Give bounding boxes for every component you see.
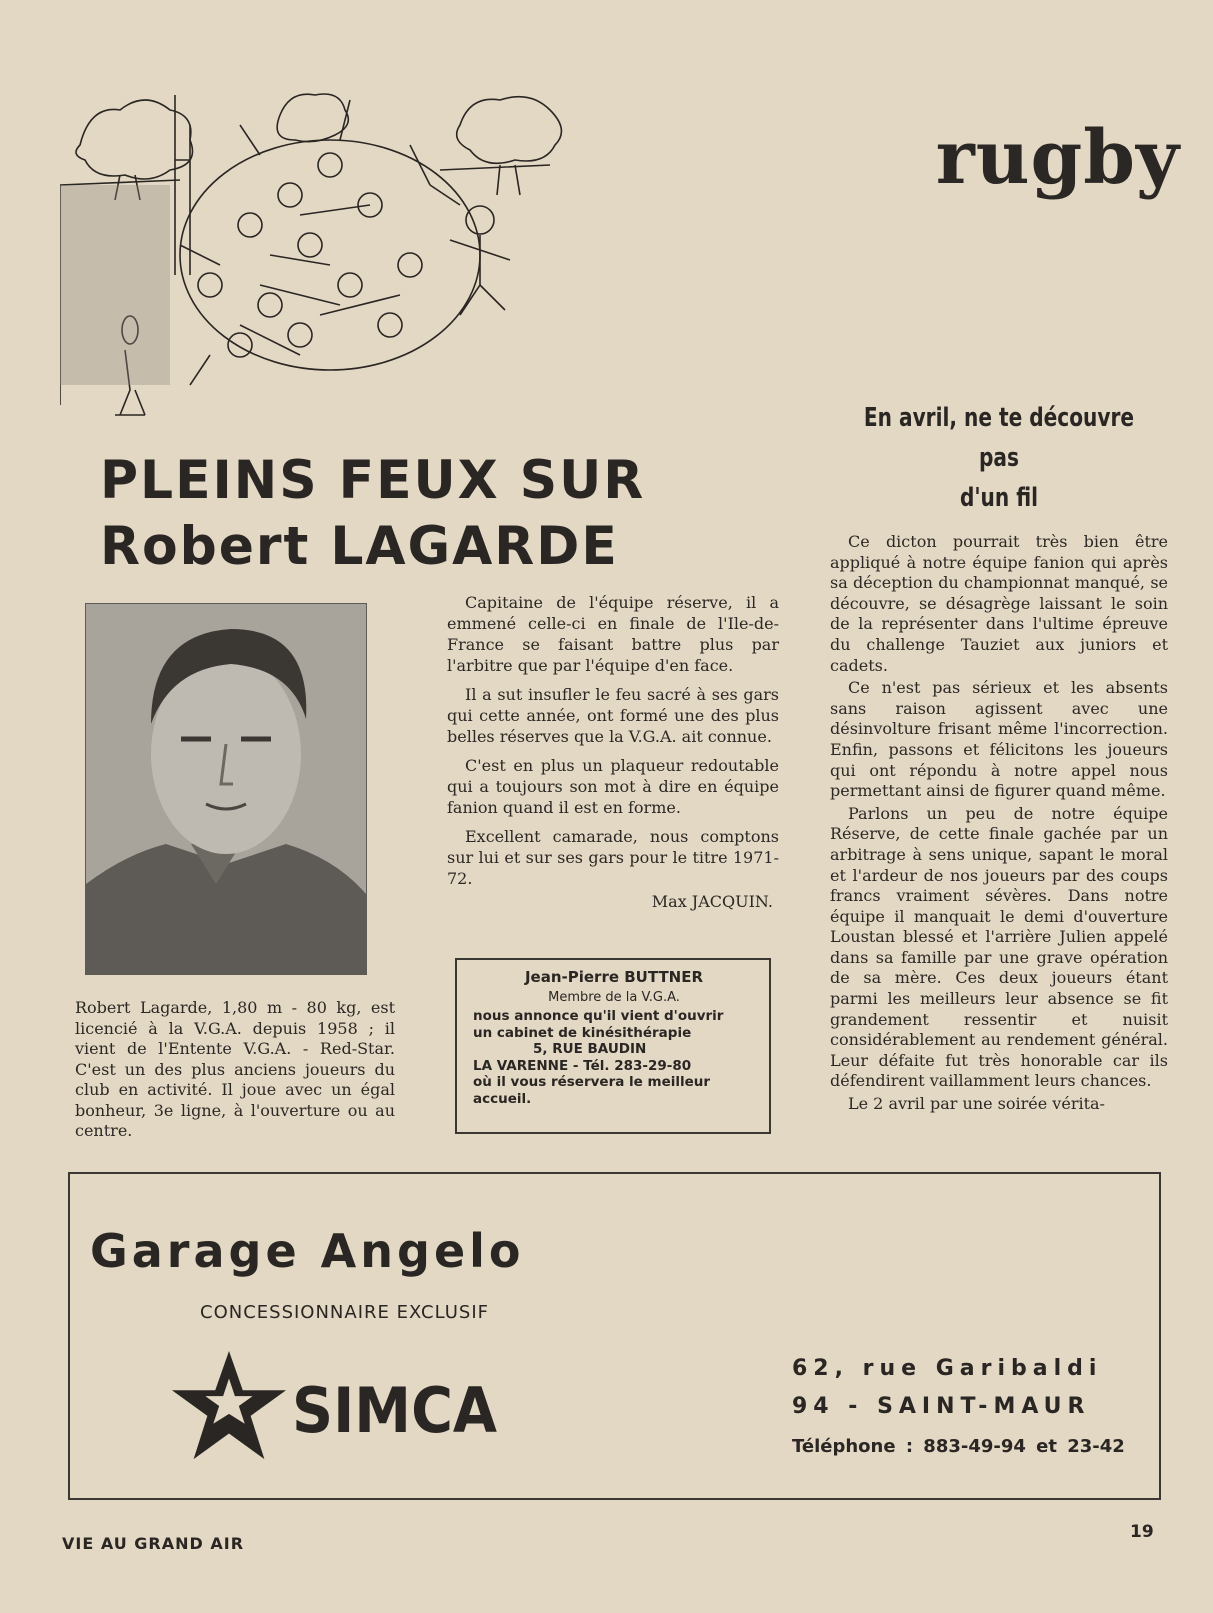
simca-star-logo-icon <box>170 1349 288 1465</box>
magazine-name: VIE AU GRAND AIR <box>62 1534 245 1553</box>
section-title: rugby <box>935 115 1180 201</box>
announcement-line: un cabinet de kinésithérapie <box>473 1024 692 1041</box>
announcement-line: 5, RUE BAUDIN <box>533 1041 647 1057</box>
announcement-line: nous annonce qu'il vient d'ouvrir <box>473 1008 724 1024</box>
article-title <box>854 398 1145 518</box>
author-signature: Max JACQUIN. <box>651 892 773 911</box>
page-number: 19 <box>1130 1522 1154 1542</box>
headline-line2: Robert LAGARDE <box>100 516 619 577</box>
advert-phone: Téléphone : 883-49-94 et 23-42 <box>792 1436 1125 1457</box>
announcement-member: Membre de la V.G.A. <box>548 990 680 1005</box>
article-title-line2: d'un fil <box>959 483 1039 513</box>
article-avril <box>830 398 1168 1117</box>
portrait-photo <box>85 603 367 975</box>
advert-address-city: 94 - SAINT-MAUR <box>792 1394 1091 1419</box>
article-paragraph: Ce dicton pourrait très bien être appliqué à notre équipe fanion qui après sa déception du championnat manqué, se découvre, se désagrège laissant le soin de la représenter dans l'ultime épreuve du challenge Tauziet aux juniors et cadets. <box>830 532 1168 675</box>
article-title-line1: En avril, ne te découvre pas <box>863 403 1135 473</box>
announcement-line: accueil. <box>473 1090 532 1107</box>
article-paragraph: Parlons un peu de notre équipe Réserve, de cette finale gachée par un arbitrage à sens unique, sapant le moral et l'ardeur de nos joueurs par des coups francs vraiment sévères. Dans notre équipe il manquait le demi d'ouverture Loustan blessé et l'arrière Julien appelé dans sa famille par une grave opération de sa mère. Ces deux joueurs étant parmi les meilleurs leur absence se fit grandement ressentir et nuisit considérablement au rendement général. Leur défaite fut très honorable car ils défendirent vaillamment leurs chances. <box>830 803 1168 1091</box>
photo-caption: Robert Lagarde, 1,80 m - 80 kg, est licencié à la V.G.A. depuis 1958 ; il vient de l'Entente V.G.A. - Red-Star. C'est un des plus anciens joueurs du club en activité. Il joue avec un égal bonheur, 3e ligne, à l'ouverture ou au centre. <box>75 998 395 1140</box>
article-paragraph: C'est en plus un plaqueur redoutable qui a toujours son mot à dire en équipe fanion quand il est en forme. <box>447 756 779 817</box>
headline-line1: PLEINS FEUX SUR <box>100 450 646 511</box>
announcement-name: Jean-Pierre BUTTNER <box>524 968 704 986</box>
article-paragraph: Ce n'est pas sérieux et les absents sans raison agissent avec une désinvolture frisant même l'incorrection. Enfin, passons et félicitons les joueurs qui ont répondu à notre appel nous permettant ainsi de figurer quand même. <box>830 678 1168 801</box>
article-paragraph: Capitaine de l'équipe réserve, il a emmené celle-ci en finale de l'Ile-de-France se faisant battre plus par l'arbitre que par l'équipe d'en face. <box>447 593 779 675</box>
announcement-line: LA VARENNE - Tél. 283-29-80 <box>473 1057 692 1074</box>
article-paragraph: Le 2 avril par une soirée vérita- <box>848 1094 1105 1114</box>
article-paragraph: Excellent camarade, nous comptons sur lui et sur ses gars pour le titre 1971-72. <box>447 827 779 888</box>
portrait-image <box>86 604 366 974</box>
advert-name: Garage Angelo <box>90 1224 525 1278</box>
rugby-scrum-illustration <box>60 85 570 455</box>
announcement-box <box>455 958 771 1134</box>
advert-brand: SIMCA <box>292 1374 498 1447</box>
article-paragraph: Il a sut insufler le feu sacré à ses gars qui cette année, ont formé une des plus belles réserves que la V.G.A. ait connue. <box>447 685 779 746</box>
garage-advertisement <box>68 1172 1161 1500</box>
article-lagarde <box>447 592 779 912</box>
advert-subtitle: CONCESSIONNAIRE EXCLUSIF <box>200 1302 489 1323</box>
headline <box>100 448 727 580</box>
advert-address-street: 62, rue Garibaldi <box>792 1356 1103 1381</box>
announcement-line: où il vous réservera le meilleur <box>473 1074 711 1090</box>
